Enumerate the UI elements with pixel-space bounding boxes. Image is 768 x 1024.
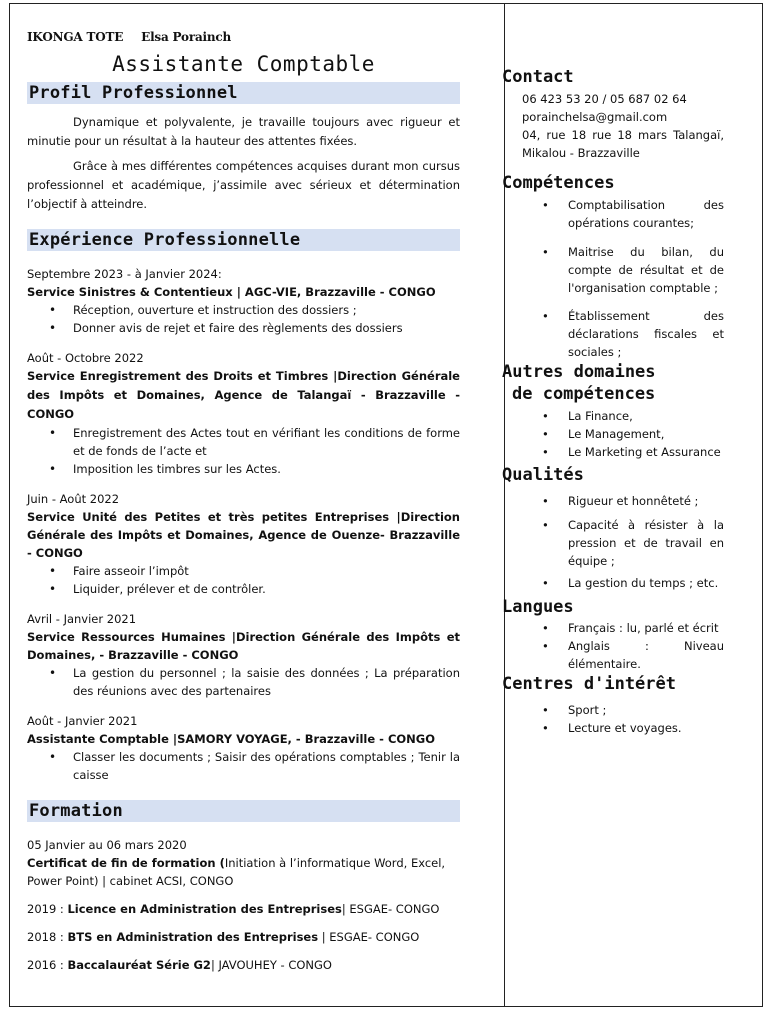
- list-item: • Liquider, prélever et de contrôler.: [49, 580, 460, 598]
- langues-heading: Langues: [502, 597, 574, 617]
- formation-detail: | ESGAE- CONGO: [318, 930, 420, 944]
- interets-heading: Centres d'intérêt: [502, 674, 676, 694]
- contact-email: porainchelsa@gmail.com: [522, 110, 668, 124]
- list-item: • Imposition les timbres sur les Actes.: [49, 460, 460, 478]
- formation-heading: Formation: [27, 800, 460, 822]
- job-organization: Service Enregistrement des Droits et Timbres |Direction Générale des Impôts et Domaines, Agence de Talangaï - Brazzaville - CONGO: [27, 369, 460, 421]
- job-organization: Service Ressources Humaines |Direction Générale des Impôts et Domaines, - Brazzaville - CONGO: [27, 630, 460, 662]
- formation-entry: [27, 956, 460, 974]
- formation-detail: | ESGAE- CONGO: [341, 902, 440, 916]
- job-date: Juin - Août 2022: [27, 492, 120, 506]
- job-organization: Service Sinistres & Contentieux | AGC-VIE, Brazzaville - CONGO: [27, 285, 436, 299]
- contact-address: 04, rue 18 rue 18 mars Talangaï, Mikalou - Brazzaville: [522, 128, 724, 160]
- job-date: Août - Janvier 2021: [27, 714, 138, 728]
- job-date: Août - Octobre 2022: [27, 351, 144, 365]
- list-item: • Comptabilisation des opérations courantes;: [542, 196, 724, 232]
- autres-heading-line-2: de compétences: [512, 384, 656, 404]
- competences-heading: Compétences: [502, 173, 615, 193]
- list-item: • Établissement des déclarations fiscales et sociales ;: [542, 307, 724, 361]
- job-tasks: [49, 664, 460, 700]
- autres-heading-line-1: Autres domaines: [502, 362, 656, 382]
- job-entry: [27, 265, 460, 337]
- job-tasks: [49, 748, 460, 784]
- interets-list: [542, 701, 724, 737]
- profil-paragraph-2: Grâce à mes différentes compétences acquises durant mon cursus professionnel et académique, j’assimile avec sérieux et détermination l’objectif à atteindre.: [27, 159, 460, 211]
- qualites-heading: Qualités: [502, 465, 584, 485]
- autres-list: [542, 407, 724, 461]
- list-item: • Réception, ouverture et instruction des dossiers ;: [49, 301, 460, 319]
- langues-list: [542, 619, 724, 673]
- formation-year: 2016 :: [27, 958, 68, 972]
- job-tasks: [49, 301, 460, 337]
- list-item: • Le Marketing et Assurance: [542, 443, 724, 461]
- job-tasks: [49, 562, 460, 598]
- job-organization: Service Unité des Petites et très petites Entreprises |Direction Générale des Impôts et Domaines, Agence de Ouenze- Brazzaville - CONGO: [27, 510, 460, 560]
- job-date: Avril - Janvier 2021: [27, 612, 137, 626]
- list-item: • Le Management,: [542, 425, 724, 443]
- formation-detail: Initiation à l’informatique Word, Excel, Power Point) | cabinet ACSI, CONGO: [27, 856, 446, 888]
- profil-heading: Profil Professionnel: [27, 82, 460, 104]
- list-item: • La Finance,: [542, 407, 724, 425]
- formation-year: 2019 :: [27, 902, 68, 916]
- formation-text: [27, 854, 460, 890]
- list-item: • Faire asseoir l’impôt: [49, 562, 460, 580]
- experience-heading: Expérience Professionnelle: [27, 229, 460, 251]
- formation-entry: [27, 928, 460, 946]
- contact-phones: 06 423 53 20 / 05 687 02 64: [522, 92, 687, 106]
- list-item: • Sport ;: [542, 701, 724, 719]
- list-item: • La gestion du personnel ; la saisie des données ; La préparation des réunions avec des partenaires: [49, 664, 460, 700]
- side-column: [502, 66, 724, 737]
- job-organization: Assistante Comptable |SAMORY VOYAGE, - Brazzaville - CONGO: [27, 732, 436, 746]
- list-item: • Anglais : Niveau élémentaire.: [542, 637, 724, 673]
- job-title: Assistante Comptable: [112, 52, 375, 76]
- formation-year: 2018 :: [27, 930, 68, 944]
- list-item: • Français : lu, parlé et écrit: [542, 619, 724, 637]
- contact-heading: Contact: [502, 67, 574, 87]
- list-item: • Rigueur et honnêteté ;: [542, 492, 724, 510]
- list-item: • Maitrise du bilan, du compte de résultat et de l'organisation comptable ;: [542, 243, 724, 297]
- list-item: • La gestion du temps ; etc.: [542, 574, 724, 592]
- formation-title: BTS en Administration des Entreprises: [67, 930, 319, 944]
- job-entry: [27, 610, 460, 700]
- formation-detail: | JAVOUHEY - CONGO: [210, 958, 332, 972]
- job-entry: [27, 712, 460, 784]
- list-item: • Classer les documents ; Saisir des opérations comptables ; Tenir la caisse: [49, 748, 460, 784]
- formation-entry: [27, 836, 460, 890]
- job-date: Septembre 2023 - à Janvier 2024:: [27, 267, 222, 281]
- candidate-name: [27, 30, 460, 48]
- list-item: • Donner avis de rejet et faire des règlements des dossiers: [49, 319, 460, 337]
- qualites-list: [542, 492, 724, 592]
- formation-title: Certificat de fin de formation (: [27, 856, 225, 870]
- main-column: [27, 30, 460, 974]
- job-tasks: [49, 424, 460, 478]
- list-item: • Enregistrement des Actes tout en vérifiant les conditions de forme et de fonds de l’acte et: [49, 424, 460, 460]
- last-name: IKONGA TOTE: [27, 30, 124, 44]
- formation-entry: [27, 900, 460, 918]
- formation-title: Baccalauréat Série G2: [67, 958, 211, 972]
- competences-list: [542, 196, 724, 361]
- job-entry: [27, 349, 460, 478]
- list-item: • Lecture et voyages.: [542, 719, 724, 737]
- list-item: • Capacité à résister à la pression et de travail en équipe ;: [542, 516, 724, 570]
- formation-date: 05 Janvier au 06 mars 2020: [27, 838, 187, 852]
- job-entry: [27, 490, 460, 598]
- formation-title: Licence en Administration des Entreprises: [67, 902, 342, 916]
- profil-paragraph-1: Dynamique et polyvalente, je travaille toujours avec rigueur et minutie pour un résultat à la hauteur des attentes fixées.: [27, 115, 460, 148]
- contact-block: [522, 90, 724, 162]
- first-names: Elsa Porainch: [141, 30, 232, 44]
